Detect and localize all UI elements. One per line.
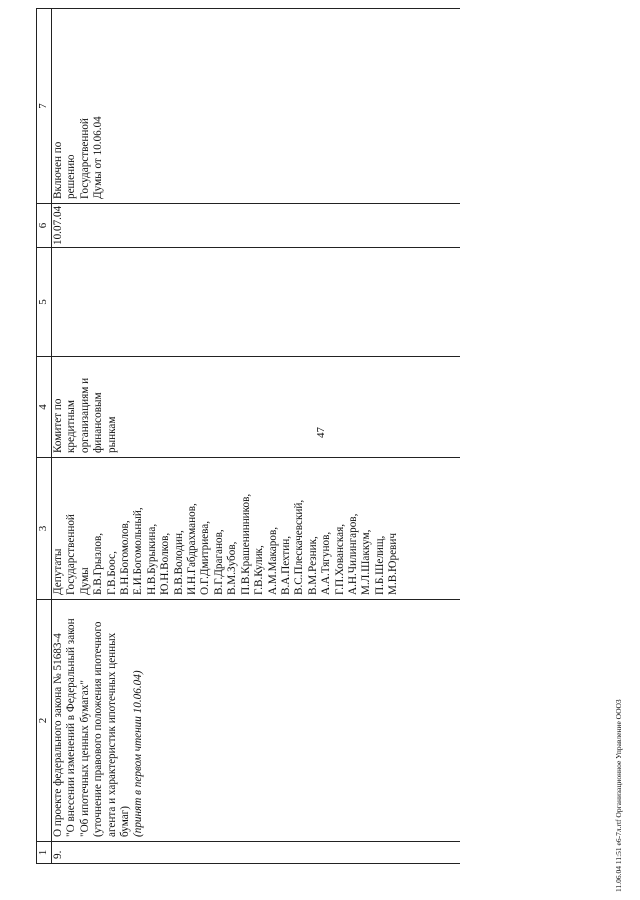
author-line: Ю.Н.Волков, — [159, 532, 172, 595]
note-line: решению — [65, 154, 78, 199]
author-line: В.А.Пехтин, — [279, 535, 292, 595]
description-line: "О внесении изменений в Федеральный закон — [65, 618, 78, 837]
author-line: В.С.Плескачевский, — [293, 499, 306, 595]
column-number: 7 — [37, 9, 52, 204]
column-5-cell — [52, 248, 460, 357]
description-line: агента и характеристик ипотечных ценных — [105, 632, 118, 837]
author-line: А.А.Тягунов, — [320, 531, 333, 595]
author-line: А.М.Макаров, — [266, 526, 279, 595]
column-number: 4 — [37, 357, 52, 458]
description-cell — [52, 600, 460, 842]
description-line: бумаг) — [119, 806, 132, 837]
column-number-row — [37, 9, 52, 864]
author-line: Думы — [78, 567, 91, 595]
author-line: О.Г.Дмитриева, — [199, 520, 212, 595]
committee-line: Комитет по — [52, 398, 64, 453]
page-number: 47 — [315, 427, 327, 438]
column-number: 1 — [37, 842, 52, 864]
legislation-table — [36, 8, 460, 864]
column-number: 2 — [37, 600, 52, 842]
author-line: Г.П.Хованская, — [333, 523, 346, 595]
committee-line: рынкам — [105, 416, 118, 453]
author-line: Депутаты — [52, 548, 64, 595]
author-line: И.Н.Габдрахманов, — [186, 503, 199, 595]
print-footer: 11.06.04 11:51 е6-7л.rtf Организационное Управление ООО3 — [614, 699, 623, 892]
note-line: Думы от 10.06.04 — [92, 116, 105, 199]
note-line: Включен по — [52, 141, 64, 199]
first-reading-note: (принят в первом чтении 10.06.04) — [132, 670, 145, 837]
author-line: В.Г.Драганов, — [212, 529, 225, 595]
date-cell — [52, 204, 460, 248]
column-number: 5 — [37, 248, 52, 357]
committee-line: финансовым — [92, 392, 105, 453]
author-line: В.М.Зубов, — [226, 541, 239, 595]
author-line: Б.В.Грызлов, — [92, 532, 105, 595]
committee-line: кредитным — [65, 400, 78, 453]
author-line: Государственной — [65, 514, 78, 595]
committee-cell — [52, 357, 460, 458]
committee-line: организациям и — [78, 377, 91, 453]
note-line: Государственной — [78, 118, 91, 199]
author-line: Г.В.Кулик, — [253, 545, 266, 595]
description-line: "Об ипотечных ценных бумагах" — [78, 680, 91, 837]
author-line: В.М.Резник, — [306, 536, 319, 595]
author-line: В.В.Володин, — [172, 530, 185, 595]
author-line: Е.И.Богомольный, — [132, 507, 145, 595]
description-line: О проекте федерального закона № 51683-4 — [52, 633, 64, 837]
author-line: М.Л.Шаккум, — [360, 529, 373, 595]
column-number: 3 — [37, 458, 52, 600]
author-line: М.В.Юревич — [387, 533, 400, 595]
author-line: Г.В.Боос, — [105, 551, 118, 595]
rotated-document-page — [36, 9, 466, 864]
note-cell — [52, 9, 460, 204]
author-line: Н.В.Бурыкина, — [145, 523, 158, 595]
row-number-cell — [52, 842, 460, 864]
table-row — [52, 9, 460, 864]
date-value: 10.07.04 — [52, 205, 64, 245]
row-number: 9. — [52, 850, 64, 859]
author-line: В.Н.Богомолов, — [119, 520, 132, 595]
authors-cell — [52, 458, 460, 600]
column-number: 6 — [37, 204, 52, 248]
author-line: А.Н.Чилингаров, — [346, 513, 359, 595]
author-line: П.Б.Шелищ, — [373, 535, 386, 595]
author-line: П.В.Крашенинников, — [239, 493, 252, 595]
description-line: (уточнение правового положения ипотечного — [92, 621, 105, 837]
